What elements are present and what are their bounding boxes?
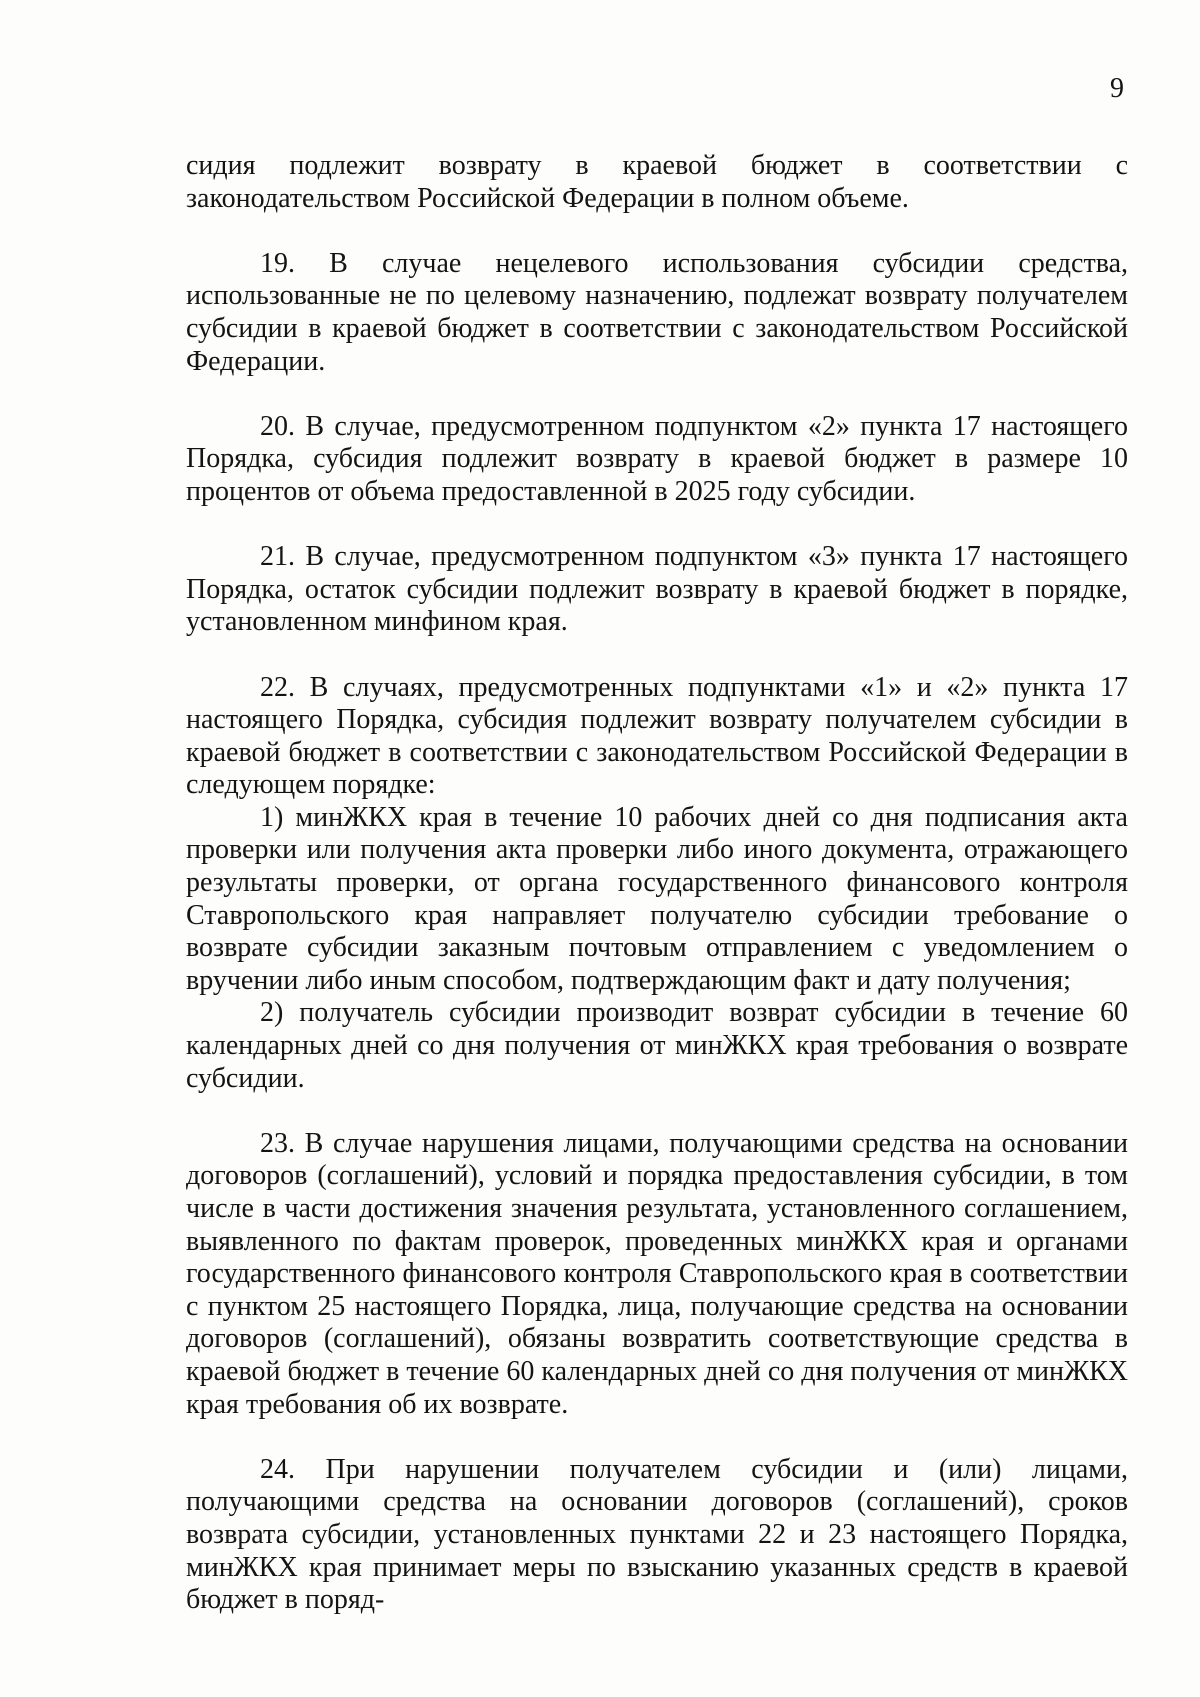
paragraph-subitem-1: 1) минЖКХ края в течение 10 рабочих дней со дня подписания акта проверки или получения акта проверки либо иного документа, отражающего результаты проверки, от органа государственного финансового контроля Ставропольского края направляет получателю субсидии требование о возврате субсидии заказным почтовым отправлением с уведомлением о вручении либо иным способом, подтверждающим факт и дату получения; xyxy=(186,801,1128,996)
paragraph-item-23: 23. В случае нарушения лицами, получающими средства на основании договоров (соглашений), условий и порядка предоставления субсидии, в том числе в части достижения значения результата, установленного соглашением, выявленного по фактам проверок, проведенных минЖКХ края и органами государственного финансового контроля Ставропольского края в соответствии с пунктом 25 настоящего Порядка, лица, получающие средства на основании договоров (соглашений), обязаны возвратить соответствующие средства в краевой бюджет в течение 60 календарных дней со дня получения от минЖКХ края требования об их возврате. xyxy=(186,1127,1128,1420)
paragraph-item-22: 22. В случаях, предусмотренных подпунктами «1» и «2» пункта 17 настоящего Порядка, субсидия подлежит возврату получателем субсидии в краевой бюджет в соответствии с законодательством Российской Федерации в следующем порядке: xyxy=(186,671,1128,801)
paragraph-item-19: 19. В случае нецелевого использования субсидии средства, использованные не по целевому назначению, подлежат возврату получателем субсидии в краевой бюджет в соответствии с законодательством Российской Федерации. xyxy=(186,247,1128,377)
paragraph-continuation: сидия подлежит возврату в краевой бюджет в соответствии с законодательством Российской Федерации в полном объеме. xyxy=(186,150,1128,214)
paragraph-item-24: 24. При нарушении получателем субсидии и (или) лицами, получающими средства на основании договоров (соглашений), сроков возврата субсидии, установленных пунктами 22 и 23 настоящего Порядка, минЖКХ края принимает меры по взысканию указанных средств в краевой бюджет в поряд- xyxy=(186,1453,1128,1616)
page-number: 9 xyxy=(1110,73,1124,104)
document-body xyxy=(186,150,1128,1617)
paragraph-item-20: 20. В случае, предусмотренном подпунктом «2» пункта 17 настоящего Порядка, субсидия подлежит возврату в краевой бюджет в размере 10 процентов от объема предоставленной в 2025 году субсидии. xyxy=(186,410,1128,507)
paragraph-subitem-2: 2) получатель субсидии производит возврат субсидии в течение 60 календарных дней со дня получения от минЖКХ края требования о возврате субсидии. xyxy=(186,997,1128,1094)
paragraph-item-21: 21. В случае, предусмотренном подпунктом «3» пункта 17 настоящего Порядка, остаток субсидии подлежит возврату в краевой бюджет в порядке, установленном минфином края. xyxy=(186,541,1128,638)
